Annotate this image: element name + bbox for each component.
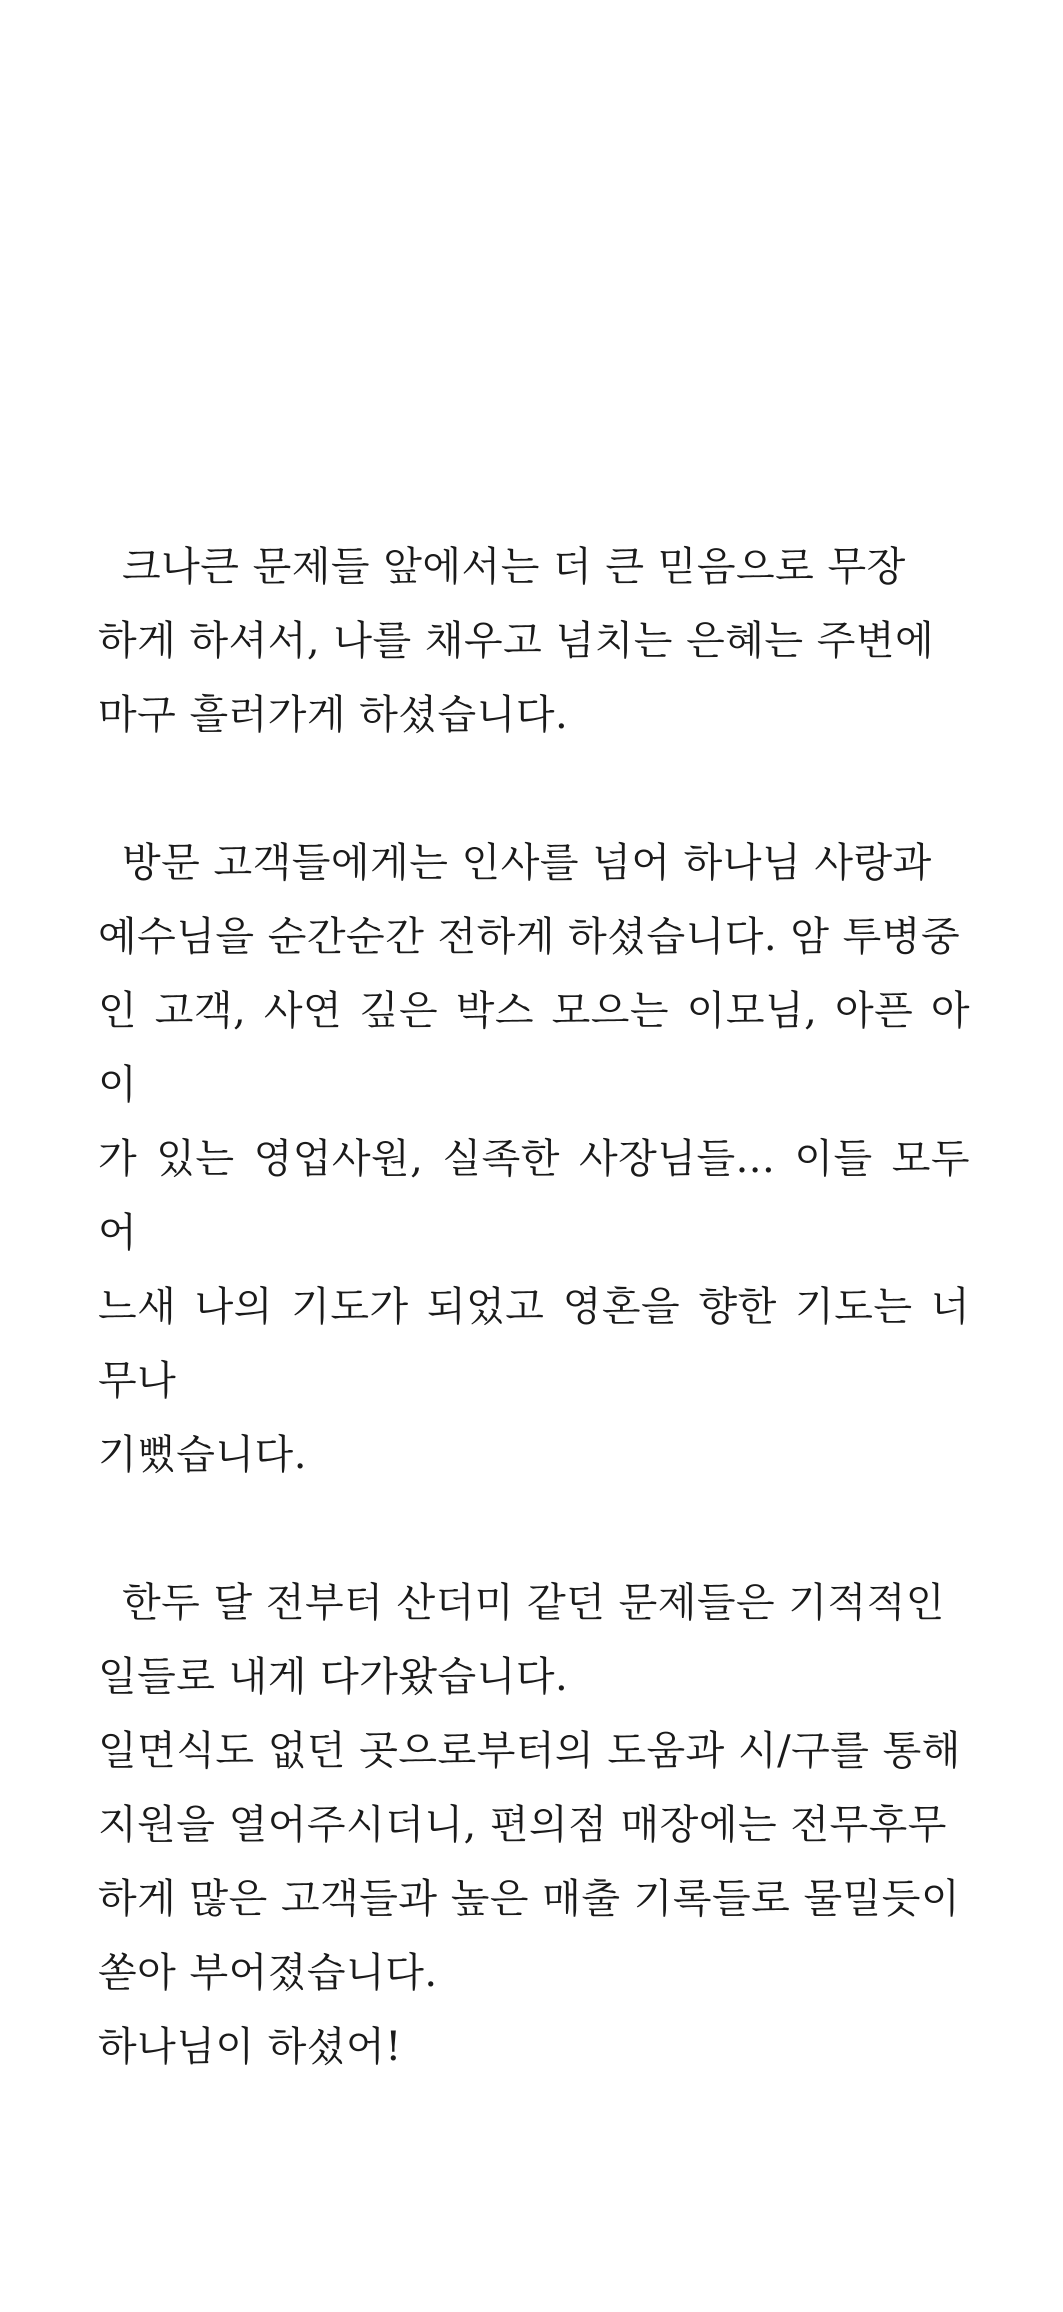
text-line: 방문 고객들에게는 인사를 넘어 하나님 사랑과 bbox=[122, 840, 932, 886]
paragraph-gap bbox=[98, 752, 970, 826]
text-line: 기뻤습니다. bbox=[98, 1432, 307, 1478]
text-line: 마구 흘러가게 하셨습니다. bbox=[98, 692, 569, 738]
text-line: 크나큰 문제들 앞에서는 더 큰 믿음으로 무장 bbox=[122, 544, 906, 590]
paragraph-2 bbox=[98, 826, 970, 1492]
text-line: 예수님을 순간순간 전하게 하셨습니다. 암 투병중 bbox=[98, 914, 961, 960]
text-line: 하게 많은 고객들과 높은 매출 기록들로 물밀듯이 bbox=[98, 1876, 961, 1922]
paragraph-1 bbox=[98, 530, 970, 752]
paragraph-3 bbox=[98, 1566, 970, 2084]
article-body bbox=[98, 530, 970, 2084]
text-line: 하게 하셔서, 나를 채우고 넘치는 은혜는 주변에 bbox=[98, 618, 935, 664]
text-line: 한두 달 전부터 산더미 같던 문제들은 기적적인 bbox=[122, 1580, 945, 1626]
text-line: 느새 나의 기도가 되었고 영혼을 향한 기도는 너무나 bbox=[98, 1284, 970, 1404]
text-line: 일면식도 없던 곳으로부터의 도움과 시/구를 통해 bbox=[98, 1728, 961, 1774]
text-line: 인 고객, 사연 깊은 박스 모으는 이모님, 아픈 아이 bbox=[98, 988, 970, 1108]
text-line: 가 있는 영업사원, 실족한 사장님들... 이들 모두 어 bbox=[98, 1136, 970, 1256]
text-line: 하나님이 하셨어! bbox=[98, 2024, 402, 2070]
text-line: 지원을 열어주시더니, 편의점 매장에는 전무후무 bbox=[98, 1802, 947, 1848]
text-line: 일들로 내게 다가왔습니다. bbox=[98, 1654, 569, 1700]
text-line: 쏟아 부어졌습니다. bbox=[98, 1950, 438, 1996]
paragraph-gap bbox=[98, 1492, 970, 1566]
